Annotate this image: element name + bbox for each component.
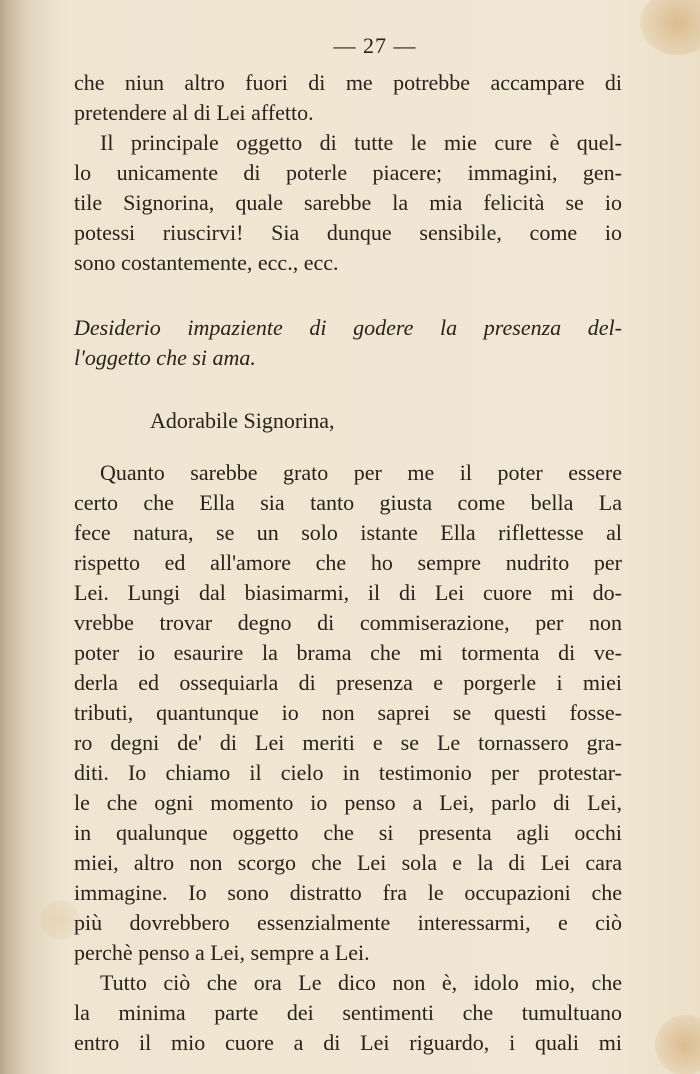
text-line: entro il mio cuore a di Lei riguardo, i quali mi [74, 1030, 622, 1055]
letter-heading [74, 313, 622, 373]
text-line: ro degni de' di Lei meriti e se Le tornassero gra- [74, 730, 622, 755]
text-line: vrebbe trovar degno di commiserazione, per non [74, 610, 622, 635]
text-line: tributi, quantunque io non saprei se questi fosse- [74, 700, 622, 725]
text-line: più dovrebbero essenzialmente interessarmi, e ciò [74, 910, 622, 935]
text-line: Il principale oggetto di tutte le mie cure è quel- [100, 130, 622, 155]
heading-line: Desiderio impaziente di godere la presenza del- [74, 315, 622, 340]
text-line: la minima parte dei sentimenti che tumultuano [74, 1000, 622, 1025]
text-line: tile Signorina, quale sarebbe la mia felicità se io [74, 190, 622, 215]
text-line: Quanto sarebbe grato per me il poter essere [100, 460, 622, 485]
previous-letter-ending [74, 68, 622, 278]
paragraph [74, 968, 622, 1058]
text-line: le che ogni momento io penso a Lei, parlo di Lei, [74, 790, 622, 815]
letter-body [74, 458, 622, 1058]
salutation: Adorabile Signorina, [150, 408, 335, 433]
text-line: derla ed ossequiarla di presenza e porgerle i miei [74, 670, 622, 695]
heading-line: l'oggetto che si ama. [74, 345, 256, 370]
paragraph-continuation [74, 68, 622, 128]
paragraph [74, 458, 622, 968]
text-line: diti. Io chiamo il cielo in testimonio per protestar- [74, 760, 622, 785]
age-stain [655, 1015, 700, 1074]
text-line: certo che Ella sia tanto giusta come bella La [74, 490, 622, 515]
text-line: potessi riuscirvi! Sia dunque sensibile, come io [74, 220, 622, 245]
text-line: poter io esaurire la brama che mi tormenta di ve- [74, 640, 622, 665]
text-line: pretendere al di Lei affetto. [74, 100, 314, 125]
text-line: perchè penso a Lei, sempre a Lei. [74, 940, 370, 965]
paragraph [74, 128, 622, 278]
text-line: sono costantemente, ecc., ecc. [74, 250, 339, 275]
text-line: lo unicamente di poterle piacere; immagini, gen- [74, 160, 622, 185]
text-line: che niun altro fuori di me potrebbe accampare di [74, 70, 622, 95]
text-line: Tutto ciò che ora Le dico non è, idolo mio, che [100, 970, 622, 995]
text-line: immagine. Io sono distratto fra le occupazioni che [74, 880, 622, 905]
page-number [25, 33, 700, 59]
text-line: in qualunque oggetto che si presenta agli occhi [74, 820, 622, 845]
text-line: Lei. Lungi dal biasimarmi, il di Lei cuore mi do- [74, 580, 622, 605]
text-line: rispetto ed all'amore che ho sempre nudrito per [74, 550, 622, 575]
text-line: fece natura, se un solo istante Ella riflettesse al [74, 520, 622, 545]
page-number-text: — 27 — [333, 33, 417, 58]
text-line: miei, altro non scorgo che Lei sola e la di Lei cara [74, 850, 622, 875]
